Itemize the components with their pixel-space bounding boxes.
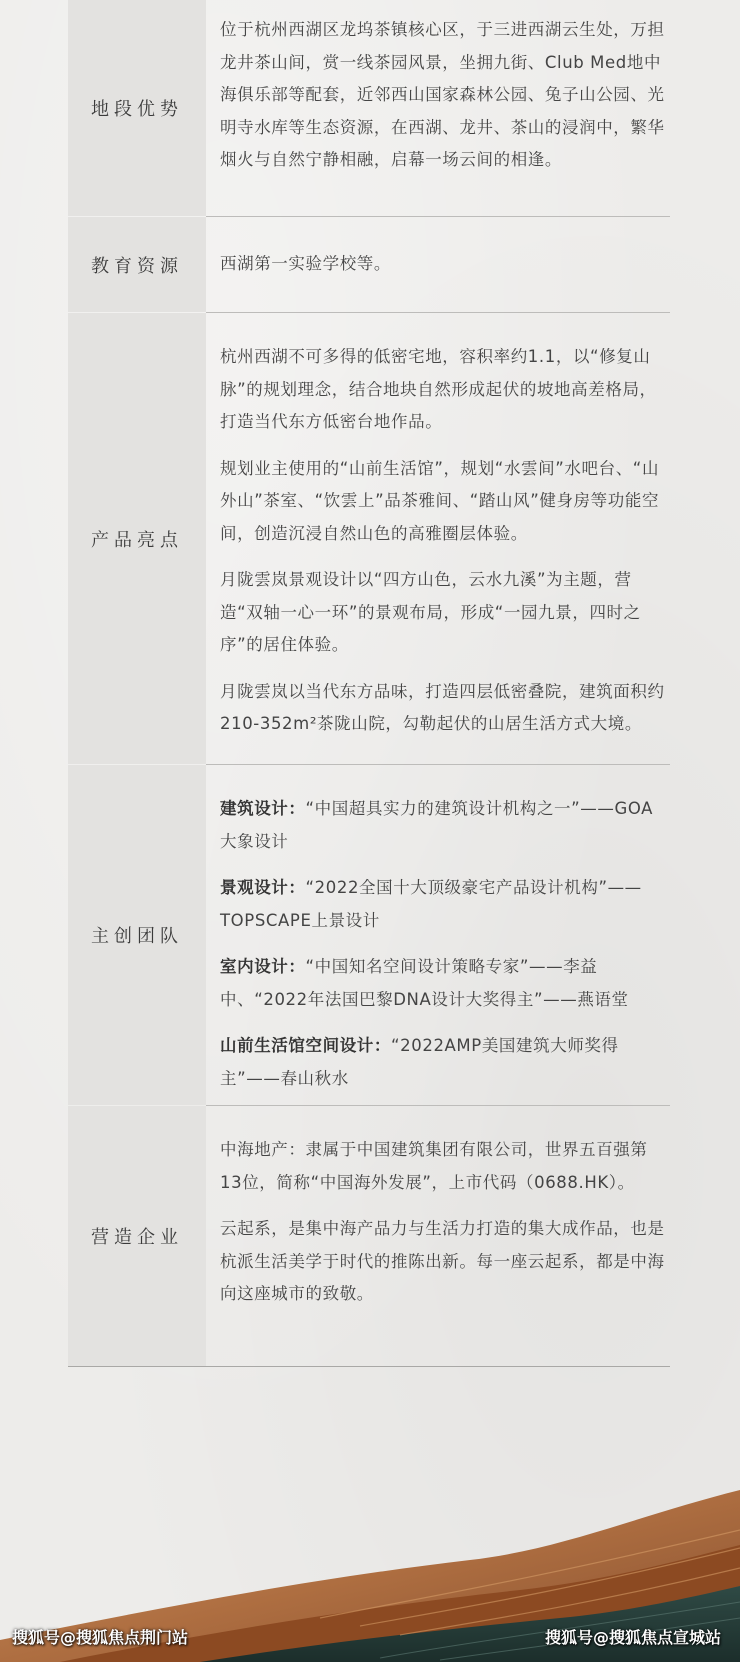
table-row-team	[68, 765, 670, 1105]
row-label-education: 教育资源	[91, 255, 183, 277]
row-content-developer	[220, 1134, 666, 1311]
paragraph: 位于杭州西湖区龙坞茶镇核心区，于三进西湖云生处，万担龙井茶山间，赏一线茶园风景，坐拥九街、Club Med地中海俱乐部等配套，近邻西山国家森林公园、兔子山公园、光明寺水库等生态资源，在西湖、龙井、茶山的浸润中，繁华烟火与自然宁静相融，启幕一场云间的相逢。	[220, 20, 665, 169]
table-row-education	[68, 217, 670, 312]
table-row-highlights	[68, 313, 670, 764]
paragraph: 中海地产：隶属于中国建筑集团有限公司，世界五百强第13位，简称“中国海外发展”，上市代码（0688.HK）。	[220, 1140, 648, 1192]
paragraph: 月陇雲岚景观设计以“四方山色，云水九溪”为主题，营造“双轴一心一环”的景观布局，形成“一园九景，四时之序”的居住体验。	[220, 570, 641, 654]
paragraph: 室内设计：“中国知名空间设计策略专家”——李益中、“2022年法国巴黎DNA设计大奖得主”——燕语堂	[220, 957, 629, 1009]
paragraph-heading: 景观设计：	[220, 878, 306, 897]
row-label-highlights: 产品亮点	[91, 529, 183, 551]
row-content-education	[220, 248, 666, 281]
row-label-team: 主创团队	[91, 926, 183, 947]
table-row-developer	[68, 1106, 670, 1366]
row-label-location: 地段优势	[91, 99, 183, 120]
paragraph: 山前生活馆空间设计：“2022AMP美国建筑大师奖得主”——春山秋水	[220, 1036, 619, 1088]
row-content-location	[220, 14, 666, 177]
paragraph: 建筑设计：“中国超具实力的建筑设计机构之一”——GOA大象设计	[220, 799, 654, 851]
paragraph: 月陇雲岚以当代东方品味，打造四层低密叠院，建筑面积约210-352m²茶陇山院，勾勒起伏的山居生活方式大境。	[220, 681, 665, 733]
paragraph: 云起系，是集中海产品力与生活力打造的集大成作品，也是杭派生活美学于时代的推陈出新。每一座云起系，都是中海向这座城市的致敬。	[220, 1219, 665, 1303]
watermark-left: 搜狐号@搜狐焦点荆门站	[12, 1628, 189, 1647]
paragraph: 规划业主使用的“山前生活馆”，规划“水雲间”水吧台、“山外山”茶室、“饮雲上”品茶雅间、“踏山风”健身房等功能空间，创造沉浸自然山色的高雅圈层体验。	[220, 458, 660, 543]
paragraph-heading: 室内设计：	[220, 957, 306, 976]
watermark-right: 搜狐号@搜狐焦点宣城站	[545, 1628, 722, 1647]
row-content-highlights	[220, 341, 666, 741]
paragraph-heading: 山前生活馆空间设计：	[220, 1036, 391, 1055]
paragraph-heading: 建筑设计：	[220, 799, 306, 818]
table-row-location	[68, 0, 670, 216]
paragraph: 杭州西湖不可多得的低密宅地，容积率约1.1，以“修复山脉”的规划理念，结合地块自然形成起伏的坡地高差格局，打造当代东方低密台地作品。	[220, 347, 657, 431]
paragraph: 景观设计：“2022全国十大顶级豪宅产品设计机构”——TOPSCAPE上景设计	[220, 878, 642, 930]
row-label-developer: 营造企业	[91, 1227, 183, 1248]
table-bottom-rule	[68, 1366, 670, 1367]
row-content-team	[220, 793, 666, 1095]
paragraph: 西湖第一实验学校等。	[220, 254, 391, 273]
